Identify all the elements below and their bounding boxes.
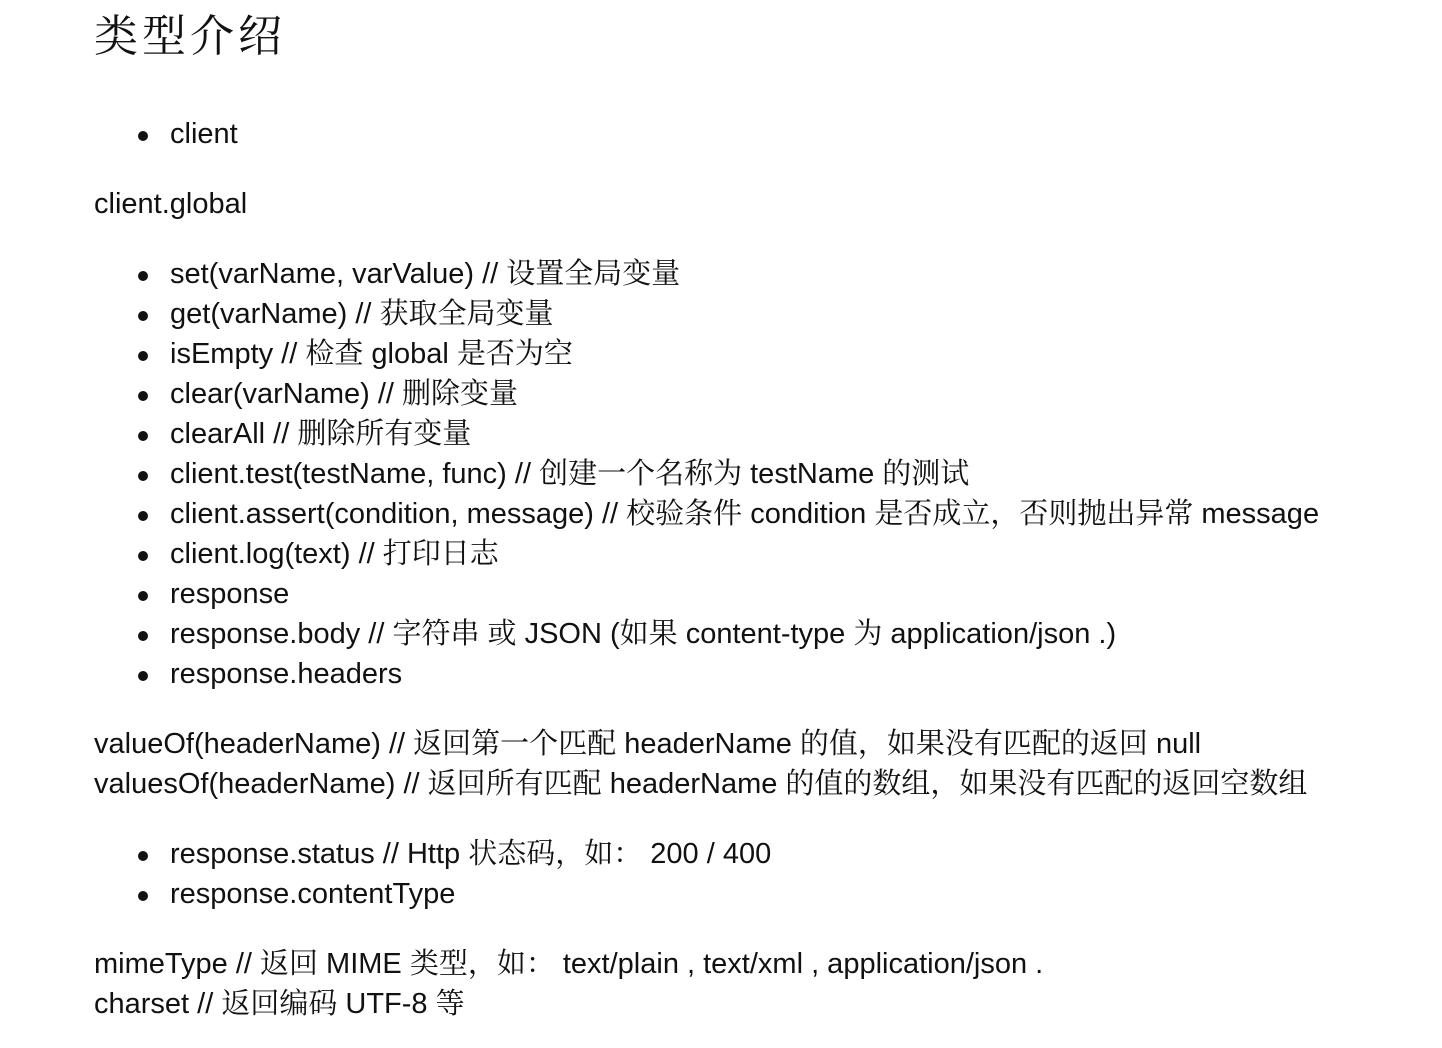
list-item-client-test: client.test(testName, func) // 创建一个名称为 testName 的测试 <box>170 454 1424 494</box>
list-item-response-contenttype: response.contentType <box>170 874 1424 914</box>
client-global-heading: client.global <box>94 188 248 220</box>
list-item-response-body: response.body // 字符串 或 JSON (如果 content-type 为 application/json .) <box>170 614 1424 654</box>
list-item-response: response <box>170 574 1424 614</box>
list-item-client-assert: client.assert(condition, message) // 校验条件 condition 是否成立，否则抛出异常 message <box>170 494 1424 534</box>
headers-valuesof: valuesOf(headerName) // 返回所有匹配 headerName 的值的数组，如果没有匹配的返回空数组 <box>94 768 1308 800</box>
content-type-charset: charset // 返回编码 UTF-8 等 <box>94 988 465 1020</box>
content-type-mimetype: mimeType // 返回 MIME 类型，如： text/plain , text/xml , application/json . <box>94 948 1044 980</box>
list-item-get: get(varName) // 获取全局变量 <box>170 294 1424 334</box>
list-item-clear: clear(varName) // 删除变量 <box>170 374 1424 414</box>
list-item-client: client <box>170 114 1424 154</box>
list-item-clearall: clearAll // 删除所有变量 <box>170 414 1424 454</box>
headers-valueof: valueOf(headerName) // 返回第一个匹配 headerName 的值，如果没有匹配的返回 null <box>94 728 1202 760</box>
list-item-client-log: client.log(text) // 打印日志 <box>170 534 1424 574</box>
global-methods-list <box>94 254 1424 694</box>
list-item-set: set(varName, varValue) // 设置全局变量 <box>170 254 1424 294</box>
list-item-response-headers: response.headers <box>170 654 1424 694</box>
document <box>94 0 1424 1024</box>
list-item-isempty: isEmpty // 检查 global 是否为空 <box>170 334 1424 374</box>
response-list <box>94 834 1424 914</box>
page-title: 类型介绍 <box>94 11 286 62</box>
client-list <box>94 114 1424 154</box>
list-item-response-status: response.status // Http 状态码，如： 200 / 400 <box>170 834 1424 874</box>
